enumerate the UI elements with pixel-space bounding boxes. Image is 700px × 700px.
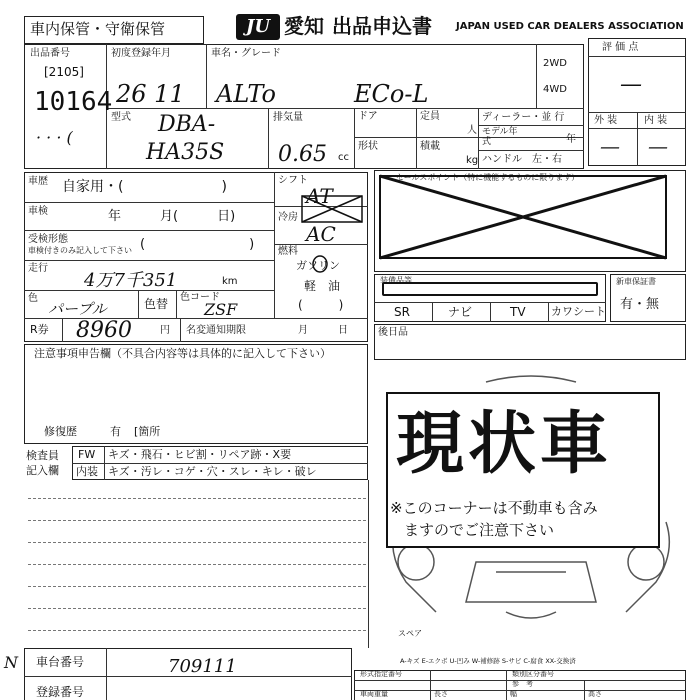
inspector-label-2: 記入欄	[26, 464, 59, 477]
type-designation-label: 形式指定番号	[360, 670, 402, 678]
fuel-label: 燃料	[278, 246, 298, 257]
damage-legend: A-キズ E-エクボ U-凹み W-補修跡 S-サビ C-腐食 XX-交換済	[400, 657, 576, 665]
drive-2wd: 2WD	[543, 58, 567, 69]
repair-history-value: 有	[110, 425, 121, 438]
category-label: 類別区分番号	[512, 670, 554, 678]
model-value-1: DBA-	[158, 112, 216, 137]
form-title: 出品申込書	[332, 14, 432, 38]
color-value: パープル	[48, 300, 107, 318]
aircon-label: 冷房	[278, 212, 298, 223]
inspector-row-items: キズ・汚レ・コゲ・穴・スレ・キレ・破レ	[108, 465, 317, 478]
reference-label: 参 考	[512, 680, 533, 688]
equipment-item-sr: SR	[394, 305, 410, 319]
ju-logo-text: JU	[245, 16, 271, 37]
usage-label: 車歴	[28, 176, 48, 187]
fuel-circle-mark	[310, 254, 330, 274]
equipment-scribble	[382, 282, 598, 296]
color-code-value: ZSF	[204, 300, 238, 319]
acceptance-value: ( )	[140, 237, 255, 252]
color-change-label: 色替	[144, 297, 169, 311]
new-car-warranty-label: 新車保証書	[616, 277, 656, 286]
name-grade-label: 車名・グレード	[211, 48, 281, 59]
branch-name: 愛知	[284, 14, 324, 38]
dealer-label: ディーラー・並 行	[482, 112, 565, 123]
name-change-label: 名変通知期限	[186, 325, 246, 336]
mileage-label: 走行	[28, 263, 48, 274]
displacement-unit: cc	[338, 152, 349, 163]
sales-point-label: セールスポイント（特に機能するものに限ります）	[396, 173, 580, 182]
displacement-label: 排気量	[273, 112, 303, 123]
exterior-value: —	[600, 134, 620, 158]
displacement-value: 0.65	[278, 142, 327, 167]
notes-label: 注意事項申告欄（不具合内容等は具体的に記入して下さい）	[34, 347, 331, 360]
chassis-label: 車台番号	[36, 655, 85, 669]
lot-scribble: · · · (	[36, 128, 73, 147]
spare-label: スペア	[398, 629, 422, 638]
inspector-row-key: FW	[78, 448, 96, 461]
vehicle-weight-label: 車両重量	[360, 690, 388, 698]
handle-label: ハンドル 左・右	[482, 154, 562, 165]
car-name: ALTo	[216, 80, 276, 108]
reg-no-label: 登録番号	[36, 685, 85, 699]
color-code-label: 色コード	[180, 292, 220, 303]
model-label: 型式	[111, 112, 131, 123]
doors-label: ドア	[358, 111, 378, 122]
mileage-value: 4万7千351	[84, 270, 178, 291]
color-label: 色	[28, 293, 38, 304]
aircon-cross-mark	[300, 194, 364, 224]
model-year-label: モデル年式	[482, 127, 518, 147]
fuel-options: ガソリン	[296, 259, 340, 272]
capacity-unit: 人	[467, 125, 477, 136]
capacity-label: 定員	[420, 111, 440, 122]
notice-message-line2: ますのでご注意下さい	[404, 521, 555, 539]
association-name: JAPAN USED CAR DEALERS ASSOCIATION	[456, 21, 684, 32]
r-ticket-value: 8960	[76, 318, 132, 343]
repair-location-label: [箇所	[134, 425, 161, 438]
width-label: 幅	[510, 690, 517, 698]
inspector-label-1: 検査員	[26, 449, 59, 462]
storage-note: 車内保管・守衛保管	[30, 20, 166, 38]
post-install-label: 後日品	[378, 327, 408, 338]
equipment-label: 装備品等	[380, 276, 412, 285]
drive-4wd: 4WD	[543, 84, 567, 95]
shift-value: AT	[306, 184, 333, 208]
notice-stamp: 現状車	[396, 405, 613, 484]
acceptance-label: 受検形態	[28, 234, 68, 245]
name-change-value: 月 日	[298, 325, 348, 336]
rating-score-label: 評 価 点	[602, 42, 639, 53]
lot-no-label: 出品番号	[30, 48, 70, 59]
grade: ECo-L	[354, 80, 429, 108]
first-reg-value: 26 11	[116, 80, 185, 108]
interior-label: 内 装	[644, 115, 668, 126]
model-value-2: HA35S	[146, 140, 225, 165]
r-ticket-label: R券	[30, 323, 49, 336]
fuel-paren: ( )	[298, 298, 344, 312]
equipment-item-navi: ナビ	[448, 305, 473, 319]
height-label: 高さ	[588, 690, 602, 698]
lot-number: 10164	[34, 87, 113, 117]
aircon-value: AC	[306, 222, 336, 246]
r-ticket-unit: 円	[160, 325, 170, 336]
lot-prefix: [2105]	[44, 65, 84, 79]
acceptance-note: 車検付きのみ記入して下さい	[28, 246, 132, 255]
inspection-label: 車検	[28, 206, 48, 217]
ju-logo	[236, 14, 280, 40]
first-reg-label: 初度登録年月	[111, 48, 171, 59]
shape-label: 形状	[358, 141, 378, 152]
exterior-label: 外 装	[594, 115, 618, 126]
sales-point-cross-mark	[376, 172, 684, 270]
usage-value: 自家用・( )	[62, 179, 227, 195]
load-unit: kg	[466, 155, 479, 166]
inspector-row-key: 内装	[76, 465, 98, 478]
margin-mark: N	[4, 653, 18, 672]
chassis-value: 709111	[168, 656, 237, 677]
equipment-item-tv: TV	[510, 305, 526, 319]
fuel-light: 軽 油	[304, 279, 341, 293]
equipment-item-seat: カワシート	[551, 305, 606, 318]
post-install-box	[374, 324, 686, 360]
load-label: 積載	[420, 141, 440, 152]
new-car-warranty-value: 有・無	[620, 297, 660, 312]
length-label: 長さ	[434, 690, 448, 698]
shift-label: シフト	[278, 175, 308, 186]
rating-score-value: —	[620, 72, 642, 97]
repair-history-label: 修復歴	[44, 425, 77, 438]
inspector-row-items: キズ・飛石・ヒビ割・リペア跡・X要	[108, 448, 292, 461]
interior-value: —	[648, 134, 668, 158]
mileage-unit: km	[222, 276, 238, 287]
year-unit: 年	[566, 134, 576, 145]
inspection-value: 年 月( 日)	[108, 209, 236, 224]
notice-message-line1: ※このコーナーは不動車も含み	[390, 499, 598, 517]
